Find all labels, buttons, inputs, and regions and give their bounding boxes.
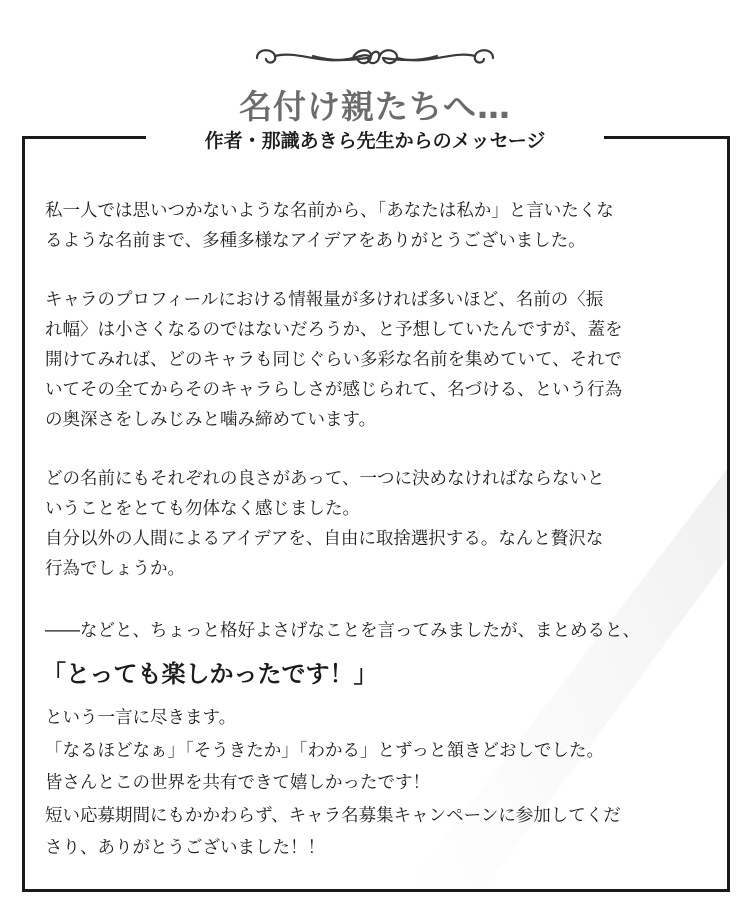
text-line: キャラのプロフィールにおける情報量が多ければ多いほど、名前の〈振	[45, 290, 604, 310]
text-line: 私一人では思いつかないような名前から、「あなたは私か」と言いたくな	[45, 201, 614, 221]
text-line: 「なるほどなぁ」「そうきたか」「わかる」とずっと頷きどおしでした。	[45, 740, 604, 761]
text-line: るような名前まで、多種多様なアイデアをありがとうございました。	[45, 231, 586, 251]
text-line: 短い応募期間にもかかわらず、キャラ名募集キャンペーンに参加してくだ	[45, 805, 621, 826]
text-line: れ幅〉は小さくなるのではないだろうか、と予想していたんですが、蓋を	[45, 320, 623, 340]
subtitle: 作者・那識あきら先生からのメッセージ	[146, 126, 604, 156]
lead-in-line: ――などと、ちょっと格好よさげなことを言ってみましたが、まとめると、	[45, 621, 640, 641]
paragraph-1	[45, 196, 710, 256]
text-line: 行為でしょうか。	[45, 559, 185, 579]
lead-in-paragraph	[45, 616, 710, 646]
text-line: 開けてみれば、どのキャラも同じぐらい多彩な名前を集めていて、それで	[45, 350, 623, 370]
text-line: という一言に尽きます。	[45, 708, 237, 728]
paragraph-2	[45, 285, 710, 435]
text-line: どの名前にもそれぞれの良さがあって、一つに決めなければならないと	[45, 469, 605, 489]
text-line: いてその全てからそのキャラらしさが感じられて、名づける、という行為	[45, 380, 623, 400]
text-line: の奥深さをしみじみと噛み締めています。	[45, 410, 377, 430]
text-line: 皆さんとこの世界を共有できて嬉しかったです！	[45, 773, 430, 793]
flourish-ornament-icon	[253, 44, 497, 72]
closing-paragraph	[45, 702, 710, 865]
text-line: 自分以外の人間によるアイデアを、自由に取捨選択する。なんと贅沢な	[45, 529, 604, 549]
message-body	[45, 196, 710, 584]
paragraph-3	[45, 464, 710, 584]
text-line: さり、ありがとうございました！！	[45, 838, 325, 858]
emphasis-quote: 「とっても楽しかったです！」	[42, 660, 378, 688]
text-line: いうことをとても勿体なく感じました。	[45, 499, 360, 519]
page-title: 名付け親たちへ…	[239, 87, 511, 126]
